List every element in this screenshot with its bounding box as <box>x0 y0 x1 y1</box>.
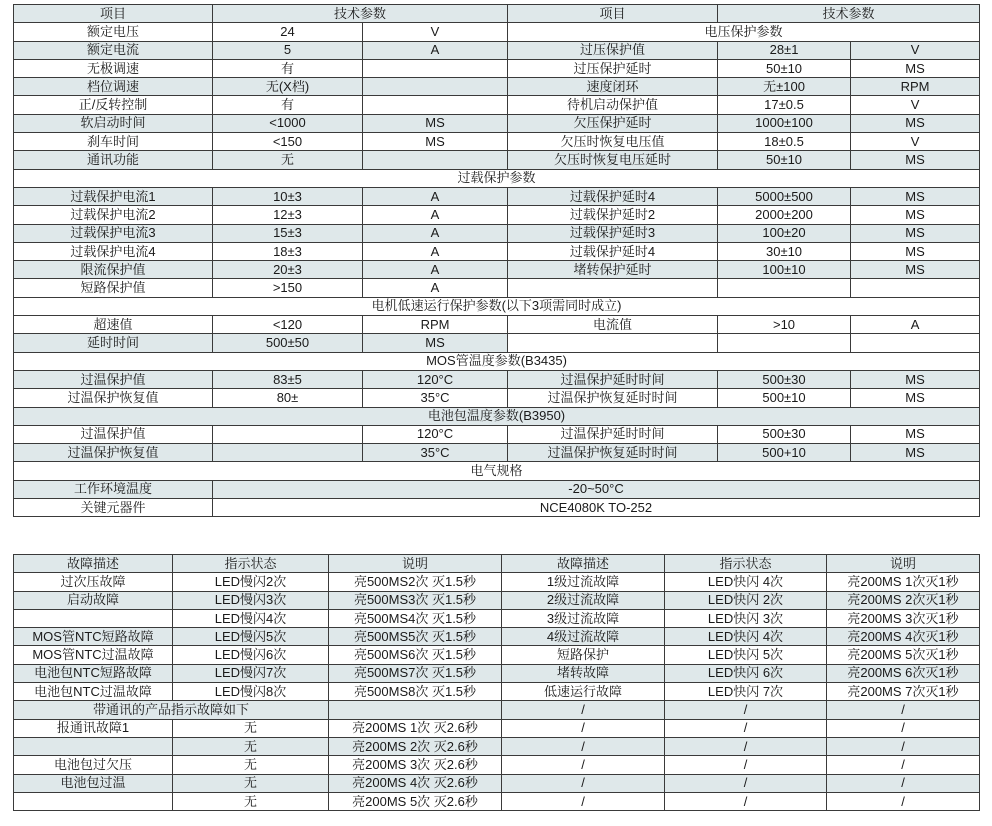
table-cell: 刹车时间 <box>14 133 213 151</box>
table-cell: RPM <box>363 316 508 334</box>
table-cell <box>851 334 980 352</box>
table-cell: 亮200MS 2次灭1秒 <box>827 591 980 609</box>
table-cell <box>213 425 363 443</box>
spec-row <box>14 425 980 443</box>
spec-row <box>14 297 980 315</box>
table-cell: LED慢闪2次 <box>173 573 329 591</box>
spec-table-body <box>14 5 980 517</box>
table-cell: 故障描述 <box>502 555 665 573</box>
table-cell: / <box>665 701 827 719</box>
table-cell: 延时时间 <box>14 334 213 352</box>
table-cell: 4级过流故障 <box>502 628 665 646</box>
table-cell: 亮200MS 7次灭1秒 <box>827 683 980 701</box>
spec-row <box>14 187 980 205</box>
table-cell: 过温保护恢复延时时间 <box>508 389 718 407</box>
table-cell: 亮200MS 3次 灭2.6秒 <box>329 756 502 774</box>
table-cell: 无 <box>173 737 329 755</box>
table-cell: 500±30 <box>718 425 851 443</box>
fault-table <box>13 554 980 811</box>
table-cell: 说明 <box>827 555 980 573</box>
table-cell: 120°C <box>363 425 508 443</box>
table-cell: 欠压时恢复电压延时 <box>508 151 718 169</box>
spec-row <box>14 96 980 114</box>
table-cell: MOS管温度参数(B3435) <box>14 352 980 370</box>
table-cell: 亮200MS 2次 灭2.6秒 <box>329 737 502 755</box>
table-cell: LED快闪 2次 <box>665 591 827 609</box>
table-cell: 项目 <box>508 5 718 23</box>
table-cell: / <box>665 756 827 774</box>
table-cell: 欠压时恢复电压值 <box>508 133 718 151</box>
table-cell: 通讯功能 <box>14 151 213 169</box>
table-cell: 亮200MS 3次灭1秒 <box>827 609 980 627</box>
fault-row <box>14 555 980 573</box>
table-cell: 83±5 <box>213 370 363 388</box>
table-cell: LED快闪 7次 <box>665 683 827 701</box>
table-cell: 无极调速 <box>14 59 213 77</box>
table-cell: 1000±100 <box>718 114 851 132</box>
table-cell: / <box>502 792 665 810</box>
table-cell: V <box>851 133 980 151</box>
table-cell: 35°C <box>363 444 508 462</box>
spec-row <box>14 242 980 260</box>
table-cell: 技术参数 <box>213 5 508 23</box>
table-cell: 关键元器件 <box>14 499 213 517</box>
table-cell: 超速值 <box>14 316 213 334</box>
table-cell: 过次压故障 <box>14 573 173 591</box>
spec-row <box>14 206 980 224</box>
spec-row <box>14 78 980 96</box>
spec-row <box>14 59 980 77</box>
table-cell: 1级过流故障 <box>502 573 665 591</box>
table-cell: 项目 <box>14 5 213 23</box>
table-cell: 指示状态 <box>173 555 329 573</box>
table-cell: <150 <box>213 133 363 151</box>
table-cell: 过载保护电流1 <box>14 187 213 205</box>
table-cell: 12±3 <box>213 206 363 224</box>
table-cell: 短路保护 <box>502 646 665 664</box>
table-cell: / <box>502 774 665 792</box>
table-cell <box>363 59 508 77</box>
fault-row <box>14 792 980 810</box>
spec-row <box>14 41 980 59</box>
table-cell: 堵转故障 <box>502 664 665 682</box>
table-cell: / <box>827 719 980 737</box>
fault-row <box>14 719 980 737</box>
table-cell: MS <box>363 133 508 151</box>
table-cell <box>508 334 718 352</box>
table-cell: 18±3 <box>213 242 363 260</box>
table-cell: MS <box>851 114 980 132</box>
table-cell: 说明 <box>329 555 502 573</box>
table-cell: NCE4080K TO-252 <box>213 499 980 517</box>
fault-row <box>14 664 980 682</box>
table-cell: 500±30 <box>718 370 851 388</box>
table-cell: / <box>502 719 665 737</box>
table-cell: / <box>665 774 827 792</box>
table-cell: 17±0.5 <box>718 96 851 114</box>
table-cell: A <box>363 41 508 59</box>
table-cell: 50±10 <box>718 151 851 169</box>
table-cell: MS <box>851 370 980 388</box>
table-cell: 无 <box>173 774 329 792</box>
table-cell: MOS管NTC短路故障 <box>14 628 173 646</box>
table-cell: A <box>363 261 508 279</box>
spec-row <box>14 224 980 242</box>
table-cell <box>363 96 508 114</box>
table-cell <box>508 279 718 297</box>
table-cell: 电池包NTC过温故障 <box>14 683 173 701</box>
table-cell: 电池包温度参数(B3950) <box>14 407 980 425</box>
table-cell: 亮500MS6次 灭1.5秒 <box>329 646 502 664</box>
table-cell: MS <box>851 389 980 407</box>
table-cell: MS <box>851 242 980 260</box>
table-cell: 5000±500 <box>718 187 851 205</box>
table-cell: 过载保护参数 <box>14 169 980 187</box>
table-cell: 10±3 <box>213 187 363 205</box>
table-cell: LED慢闪3次 <box>173 591 329 609</box>
spec-row <box>14 499 980 517</box>
table-cell: LED慢闪8次 <box>173 683 329 701</box>
table-cell: 待机启动保护值 <box>508 96 718 114</box>
spec-row <box>14 316 980 334</box>
table-cell: MS <box>363 334 508 352</box>
table-cell: 电流值 <box>508 316 718 334</box>
table-cell: 电池包NTC短路故障 <box>14 664 173 682</box>
table-cell: 500±50 <box>213 334 363 352</box>
spec-row <box>14 444 980 462</box>
table-cell: A <box>363 242 508 260</box>
table-cell: 亮500MS7次 灭1.5秒 <box>329 664 502 682</box>
table-cell <box>363 151 508 169</box>
table-cell: 过温保护值 <box>14 370 213 388</box>
table-cell: MS <box>851 206 980 224</box>
table-cell: 18±0.5 <box>718 133 851 151</box>
table-cell: 正/反转控制 <box>14 96 213 114</box>
table-cell: 2级过流故障 <box>502 591 665 609</box>
table-cell: >150 <box>213 279 363 297</box>
table-cell: / <box>502 737 665 755</box>
table-cell: MS <box>851 187 980 205</box>
table-cell: 短路保护值 <box>14 279 213 297</box>
table-cell: 无(X档) <box>213 78 363 96</box>
fault-row <box>14 774 980 792</box>
table-cell: 2000±200 <box>718 206 851 224</box>
table-cell: 亮200MS 1次 灭2.6秒 <box>329 719 502 737</box>
table-cell: 亮500MS8次 灭1.5秒 <box>329 683 502 701</box>
table-cell: 过载保护电流4 <box>14 242 213 260</box>
table-cell: 亮500MS4次 灭1.5秒 <box>329 609 502 627</box>
table-cell: 20±3 <box>213 261 363 279</box>
table-cell: 过温保护恢复值 <box>14 389 213 407</box>
fault-row <box>14 628 980 646</box>
table-cell: 过载保护电流3 <box>14 224 213 242</box>
table-cell <box>213 444 363 462</box>
table-cell: 亮200MS 6次灭1秒 <box>827 664 980 682</box>
table-cell: 120°C <box>363 370 508 388</box>
fault-row <box>14 683 980 701</box>
table-cell: 80± <box>213 389 363 407</box>
fault-row <box>14 756 980 774</box>
table-cell: 亮500MS3次 灭1.5秒 <box>329 591 502 609</box>
table-cell: MOS管NTC过温故障 <box>14 646 173 664</box>
table-cell: / <box>827 701 980 719</box>
fault-row <box>14 646 980 664</box>
table-cell: 亮500MS2次 灭1.5秒 <box>329 573 502 591</box>
table-cell: / <box>827 756 980 774</box>
table-cell: 30±10 <box>718 242 851 260</box>
table-cell: 堵转保护延时 <box>508 261 718 279</box>
table-cell: 过压保护延时 <box>508 59 718 77</box>
spec-row <box>14 370 980 388</box>
table-cell <box>14 737 173 755</box>
table-cell: LED快闪 3次 <box>665 609 827 627</box>
table-cell: 电池包过欠压 <box>14 756 173 774</box>
table-cell: 500+10 <box>718 444 851 462</box>
table-cell: 无 <box>173 792 329 810</box>
table-cell: 亮200MS 1次灭1秒 <box>827 573 980 591</box>
spec-row <box>14 407 980 425</box>
table-cell: 有 <box>213 59 363 77</box>
table-cell: 过载保护延时4 <box>508 187 718 205</box>
table-cell: LED慢闪5次 <box>173 628 329 646</box>
table-cell: / <box>827 737 980 755</box>
fault-row <box>14 701 980 719</box>
spec-row <box>14 352 980 370</box>
spec-table <box>13 4 980 517</box>
table-cell: V <box>851 96 980 114</box>
table-cell: 500±10 <box>718 389 851 407</box>
table-cell: A <box>363 206 508 224</box>
table-cell: 电压保护参数 <box>508 23 980 41</box>
fault-row <box>14 737 980 755</box>
spec-row <box>14 480 980 498</box>
table-cell: 过压保护值 <box>508 41 718 59</box>
table-cell: 无 <box>173 756 329 774</box>
table-cell: V <box>851 41 980 59</box>
table-cell: LED慢闪7次 <box>173 664 329 682</box>
spec-row <box>14 23 980 41</box>
table-cell: 24 <box>213 23 363 41</box>
table-cell: 无±100 <box>718 78 851 96</box>
table-cell: 技术参数 <box>718 5 980 23</box>
table-cell: 5 <box>213 41 363 59</box>
table-cell: 过温保护延时时间 <box>508 370 718 388</box>
table-cell: RPM <box>851 78 980 96</box>
table-cell: 额定电流 <box>14 41 213 59</box>
table-cell: 3级过流故障 <box>502 609 665 627</box>
table-cell: / <box>502 756 665 774</box>
table-cell: <120 <box>213 316 363 334</box>
table-cell: LED慢闪6次 <box>173 646 329 664</box>
table-cell: / <box>665 737 827 755</box>
spec-row <box>14 114 980 132</box>
table-cell: A <box>851 316 980 334</box>
table-cell <box>14 609 173 627</box>
table-cell: MS <box>851 151 980 169</box>
table-cell: 亮500MS5次 灭1.5秒 <box>329 628 502 646</box>
table-cell: 无 <box>213 151 363 169</box>
table-cell: 无 <box>173 719 329 737</box>
table-cell: 带通讯的产品指示故障如下 <box>14 701 329 719</box>
table-cell: 50±10 <box>718 59 851 77</box>
table-cell: 过载保护延时3 <box>508 224 718 242</box>
spec-row <box>14 279 980 297</box>
table-cell: 低速运行故障 <box>502 683 665 701</box>
table-cell: 35°C <box>363 389 508 407</box>
table-cell: / <box>665 719 827 737</box>
table-cell: 过载保护电流2 <box>14 206 213 224</box>
table-cell: 过温保护恢复值 <box>14 444 213 462</box>
table-cell: 报通讯故障1 <box>14 719 173 737</box>
table-cell: 限流保护值 <box>14 261 213 279</box>
table-cell: MS <box>851 444 980 462</box>
table-cell: A <box>363 279 508 297</box>
table-cell: MS <box>363 114 508 132</box>
spec-row <box>14 151 980 169</box>
table-cell: 15±3 <box>213 224 363 242</box>
spec-row <box>14 389 980 407</box>
table-cell: 电池包过温 <box>14 774 173 792</box>
fault-row <box>14 591 980 609</box>
table-cell: <1000 <box>213 114 363 132</box>
table-cell: / <box>502 701 665 719</box>
table-cell: V <box>363 23 508 41</box>
table-cell: MS <box>851 425 980 443</box>
table-cell: MS <box>851 59 980 77</box>
table-cell: 有 <box>213 96 363 114</box>
table-cell: 启动故障 <box>14 591 173 609</box>
fault-row <box>14 609 980 627</box>
table-cell: 欠压保护延时 <box>508 114 718 132</box>
table-cell: 额定电压 <box>14 23 213 41</box>
table-cell <box>718 334 851 352</box>
table-cell <box>14 792 173 810</box>
table-cell: 电机低速运行保护参数(以下3项需同时成立) <box>14 297 980 315</box>
table-cell <box>329 701 502 719</box>
table-cell: 电气规格 <box>14 462 980 480</box>
table-cell: 过温保护值 <box>14 425 213 443</box>
table-cell: >10 <box>718 316 851 334</box>
table-cell <box>363 78 508 96</box>
table-cell: / <box>665 792 827 810</box>
fault-row <box>14 573 980 591</box>
table-cell <box>718 279 851 297</box>
table-cell: 过温保护恢复延时时间 <box>508 444 718 462</box>
table-cell: 过载保护延时4 <box>508 242 718 260</box>
table-cell: 亮200MS 4次 灭2.6秒 <box>329 774 502 792</box>
table-cell <box>851 279 980 297</box>
table-cell: A <box>363 187 508 205</box>
table-cell: 100±10 <box>718 261 851 279</box>
table-cell: LED快闪 5次 <box>665 646 827 664</box>
table-cell: 指示状态 <box>665 555 827 573</box>
table-cell: 过载保护延时2 <box>508 206 718 224</box>
table-cell: 过温保护延时时间 <box>508 425 718 443</box>
spec-row <box>14 462 980 480</box>
table-cell: 档位调速 <box>14 78 213 96</box>
table-cell: 亮200MS 5次 灭2.6秒 <box>329 792 502 810</box>
table-cell: MS <box>851 261 980 279</box>
table-cell: 速度闭环 <box>508 78 718 96</box>
table-cell: / <box>827 792 980 810</box>
table-cell: A <box>363 224 508 242</box>
spec-row <box>14 5 980 23</box>
table-cell: 28±1 <box>718 41 851 59</box>
table-cell: MS <box>851 224 980 242</box>
table-cell: 软启动时间 <box>14 114 213 132</box>
table-cell: / <box>827 774 980 792</box>
table-cell: 故障描述 <box>14 555 173 573</box>
spec-row <box>14 133 980 151</box>
table-cell: 工作环境温度 <box>14 480 213 498</box>
table-cell: LED快闪 4次 <box>665 573 827 591</box>
spec-row <box>14 261 980 279</box>
table-cell: LED快闪 4次 <box>665 628 827 646</box>
table-cell: LED慢闪4次 <box>173 609 329 627</box>
table-cell: 100±20 <box>718 224 851 242</box>
table-cell: LED快闪 6次 <box>665 664 827 682</box>
table-cell: 亮200MS 4次灭1秒 <box>827 628 980 646</box>
table-cell: -20~50°C <box>213 480 980 498</box>
spec-row <box>14 169 980 187</box>
spec-row <box>14 334 980 352</box>
fault-table-body <box>14 555 980 811</box>
table-cell: 亮200MS 5次灭1秒 <box>827 646 980 664</box>
